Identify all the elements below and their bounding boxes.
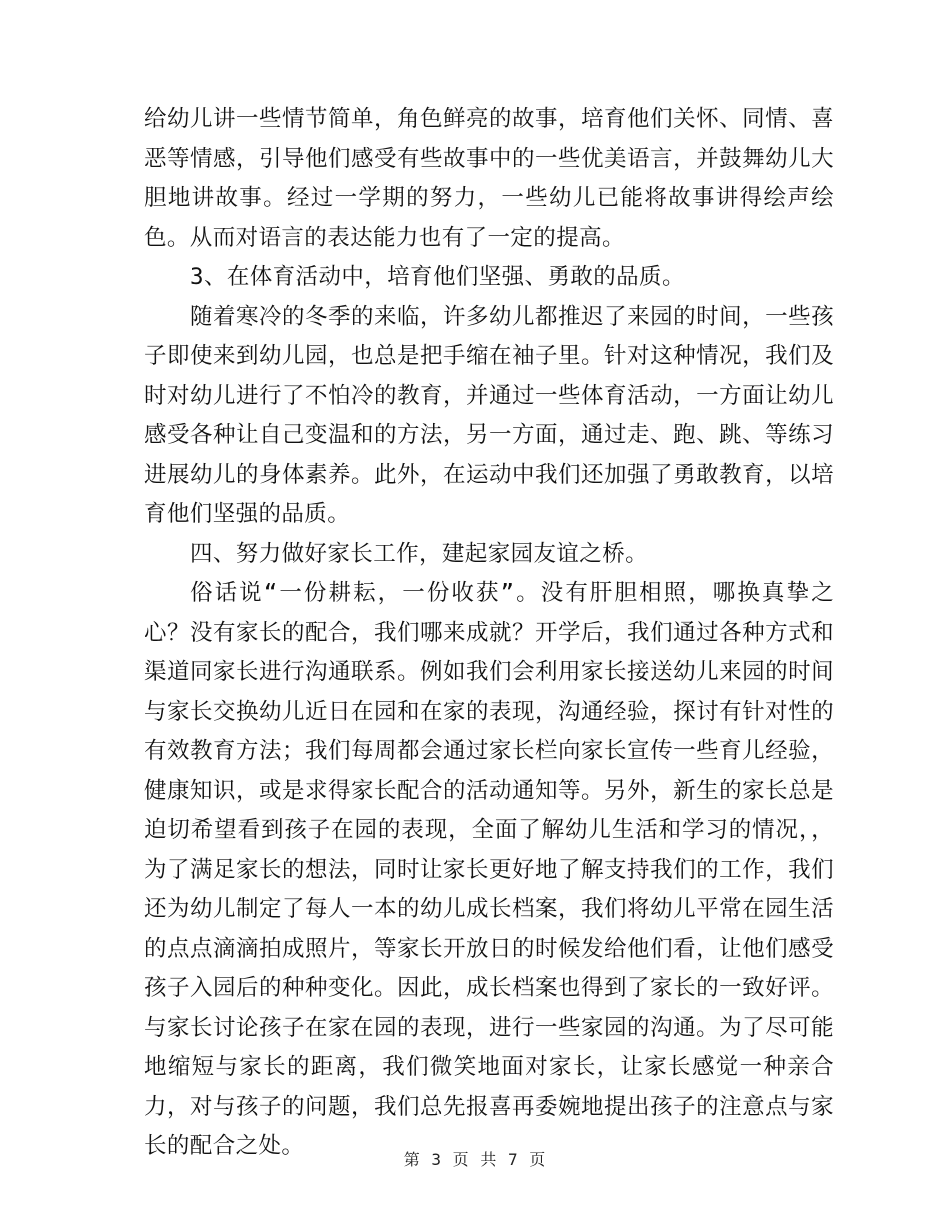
heading-parent-work: 四、努力做好家长工作，建起家园友谊之桥。 [190, 540, 649, 567]
paragraph-story-telling: 给幼儿讲一些情节简单，角色鲜亮的故事，培育他们关怀、同情、喜恶等情感，引导他们感受有些故事中的一些优美语言，并鼓舞幼儿大胆地讲故事。经过一学期的努力，一些幼儿已能将故事讲得绘声绘色。从而对语言的表达能力也有了一定的提高。 [144, 106, 834, 251]
paragraph-parent-communication: 俗话说“一份耕耘，一份收获”。没有肝胆相照，哪换真挚之心？没有家长的配合，我们哪来成就？开学后，我们通过各种方式和渠道同家长进行沟通联系。例如我们会利用家长接送幼儿来园的时间与家长交换幼儿近日在园和在家的表现，沟通经验，探讨有针对性的有效教育方法；我们每周都会通过家长栏向家长宣传一些育儿经验，健康知识，或是求得家长配合的活动通知等。另外，新生的家长总是迫切希望看到孩子在园的表现，全面了解幼儿生活和学习的情况，，为了满足家长的想法，同时让家长更好地了解支持我们的工作，我们还为幼儿制定了每人一本的幼儿成长档案，我们将幼儿平常在园生活的点点滴滴拍成照片，等家长开放日的时候发给他们看，让他们感受孩子入园后的种种变化。因此，成长档案也得到了家长的一致好评。与家长讨论孩子在家在园的表现，进行一些家园的沟通。为了尽可能地缩短与家长的距离，我们微笑地面对家长，让家长感觉一种亲合力，对与孩子的问题，我们总先报喜再委婉地提出孩子的注意点与家长的配合之处。 [144, 580, 834, 1159]
document-body [144, 100, 834, 1167]
heading-sports-activities: 3、在体育活动中，培育他们坚强、勇敢的品质。 [190, 264, 685, 290]
page-number-footer: 第 3 页 共 7 页 [403, 1150, 547, 1169]
paragraph-winter-exercise: 随着寒冷的冬季的来临，许多幼儿都推迟了来园的时间，一些孩子即使来到幼儿园，也总是把手缩在袖子里。针对这种情况，我们及时对幼儿进行了不怕冷的教育，并通过一些体育活动，一方面让幼儿感受各种让自己变温和的方法，另一方面，通过走、跑、跳、等练习进展幼儿的身体素养。此外，在运动中我们还加强了勇敢教育，以培育他们坚强的品质。 [144, 303, 834, 527]
